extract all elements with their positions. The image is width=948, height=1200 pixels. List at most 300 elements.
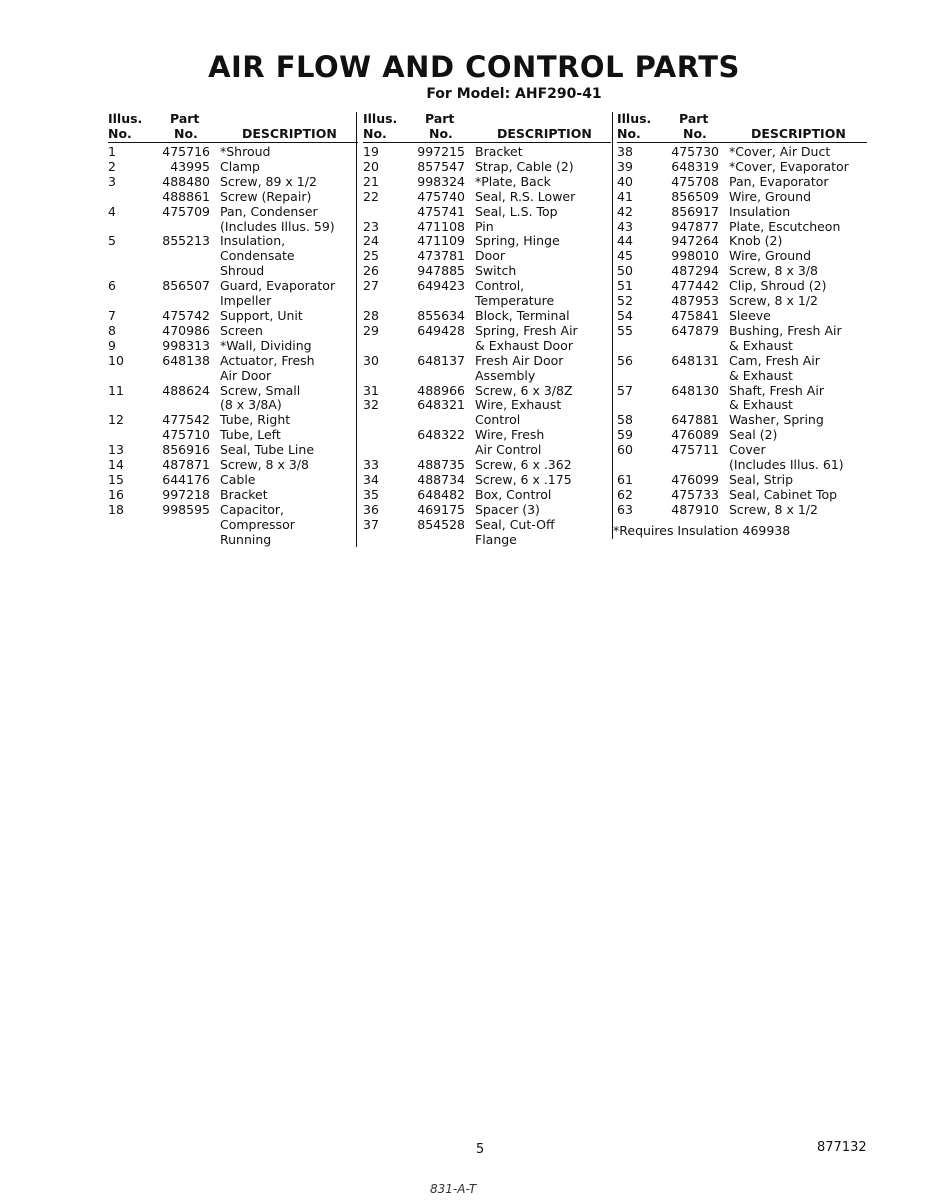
part-description: Actuator, Fresh xyxy=(220,352,315,368)
part-number: 998313 xyxy=(162,337,210,353)
table-row xyxy=(363,205,611,220)
header-part-no: No. xyxy=(683,126,707,141)
table-row xyxy=(108,324,358,339)
part-number: 998010 xyxy=(671,248,719,264)
part-number: 947877 xyxy=(671,218,719,234)
part-description: Wire, Fresh xyxy=(475,427,545,443)
part-number: 648321 xyxy=(417,397,465,413)
illus-number: 16 xyxy=(108,486,124,502)
illus-number: 32 xyxy=(363,397,379,413)
table-row xyxy=(363,339,611,354)
table-row xyxy=(108,264,358,279)
part-number: 473781 xyxy=(417,248,465,264)
table-row xyxy=(363,443,611,458)
header-illus: Illus. xyxy=(363,111,398,126)
illus-number: 11 xyxy=(108,382,124,398)
rows xyxy=(108,145,358,547)
rows xyxy=(363,145,611,547)
rows xyxy=(617,145,867,518)
part-number: 475742 xyxy=(162,307,210,323)
table-row xyxy=(617,294,867,309)
part-description: Air Door xyxy=(220,367,272,383)
illus-number: 62 xyxy=(617,486,633,502)
illus-number: 6 xyxy=(108,278,116,294)
part-number: 475709 xyxy=(162,203,210,219)
illus-number: 28 xyxy=(363,307,379,323)
illus-number: 59 xyxy=(617,427,633,443)
part-number: 856507 xyxy=(162,278,210,294)
part-description: Clip, Shroud (2) xyxy=(729,278,827,294)
part-description: *Wall, Dividing xyxy=(220,337,312,353)
part-description: & Exhaust Door xyxy=(475,337,573,353)
illus-number: 55 xyxy=(617,322,633,338)
illus-number: 57 xyxy=(617,382,633,398)
part-number: 648319 xyxy=(671,158,719,174)
table-row xyxy=(108,205,358,220)
table-row xyxy=(108,160,358,175)
part-description: Box, Control xyxy=(475,486,552,502)
table-row xyxy=(363,234,611,249)
table-row xyxy=(108,309,358,324)
header-description: DESCRIPTION xyxy=(497,126,592,141)
part-description: (Includes Illus. 61) xyxy=(729,457,844,473)
illus-number: 27 xyxy=(363,278,379,294)
part-number: 856509 xyxy=(671,188,719,204)
part-number: 470986 xyxy=(162,322,210,338)
header-illus-no: No. xyxy=(108,126,132,141)
table-row xyxy=(108,428,358,443)
part-number: 947264 xyxy=(671,233,719,249)
part-number: 997215 xyxy=(417,144,465,159)
part-number: 487910 xyxy=(671,501,719,517)
illus-number: 3 xyxy=(108,173,116,189)
part-description: Support, Unit xyxy=(220,307,303,323)
table-row xyxy=(617,354,867,369)
part-number: 997218 xyxy=(162,486,210,502)
table-row xyxy=(108,413,358,428)
part-description: & Exhaust xyxy=(729,337,793,353)
illus-number: 30 xyxy=(363,352,379,368)
part-number: 488624 xyxy=(162,382,210,398)
table-row xyxy=(363,369,611,384)
part-description: Screw, 6 x .362 xyxy=(475,457,572,473)
table-row xyxy=(363,488,611,503)
column-header xyxy=(108,112,358,143)
table-row xyxy=(363,145,611,160)
table-row xyxy=(363,309,611,324)
part-number: 475733 xyxy=(671,486,719,502)
illus-number: 34 xyxy=(363,471,379,487)
illus-number: 4 xyxy=(108,203,116,219)
part-description: Wire, Exhaust xyxy=(475,397,562,413)
table-row xyxy=(617,428,867,443)
part-number: 43995 xyxy=(170,158,210,174)
illus-number: 5 xyxy=(108,233,116,249)
table-row xyxy=(108,234,358,249)
part-number: 857547 xyxy=(417,158,465,174)
part-description: Control, xyxy=(475,278,525,294)
footnote: *Requires Insulation 469938 xyxy=(613,522,791,538)
part-description: *Cover, Air Duct xyxy=(729,144,831,159)
illus-number: 42 xyxy=(617,203,633,219)
illus-number: 54 xyxy=(617,307,633,323)
illus-number: 12 xyxy=(108,412,124,428)
illus-number: 40 xyxy=(617,173,633,189)
table-row xyxy=(108,458,358,473)
table-row xyxy=(108,473,358,488)
table-row xyxy=(617,279,867,294)
illus-number: 18 xyxy=(108,501,124,517)
table-row xyxy=(617,443,867,458)
parts-column-2 xyxy=(356,112,611,547)
header-part-no: No. xyxy=(174,126,198,141)
handwritten-mark: 831-A-T xyxy=(430,1182,477,1196)
illus-number: 19 xyxy=(363,144,379,159)
table-row xyxy=(617,413,867,428)
parts-column-3 xyxy=(612,112,867,539)
part-description: Seal, Cabinet Top xyxy=(729,486,838,502)
illus-number: 25 xyxy=(363,248,379,264)
illus-number: 13 xyxy=(108,442,124,458)
table-row xyxy=(363,175,611,190)
part-description: Air Control xyxy=(475,442,542,458)
table-row xyxy=(617,234,867,249)
table-row xyxy=(108,398,358,413)
part-description: Knob (2) xyxy=(729,233,783,249)
illus-number: 1 xyxy=(108,144,116,159)
table-row xyxy=(363,249,611,264)
part-description: Capacitor, xyxy=(220,501,284,517)
header-illus: Illus. xyxy=(617,111,652,126)
part-description: Screw (Repair) xyxy=(220,188,312,204)
table-row xyxy=(617,190,867,205)
illus-number: 43 xyxy=(617,218,633,234)
part-description: Impeller xyxy=(220,293,272,309)
part-number: 855213 xyxy=(162,233,210,249)
part-description: Bracket xyxy=(475,144,523,159)
table-row xyxy=(108,279,358,294)
part-description: & Exhaust xyxy=(729,367,793,383)
table-row xyxy=(617,145,867,160)
table-row xyxy=(617,488,867,503)
illus-number: 37 xyxy=(363,516,379,532)
table-row xyxy=(363,533,611,548)
part-description: Block, Terminal xyxy=(475,307,570,323)
illus-number: 8 xyxy=(108,322,116,338)
table-row xyxy=(108,488,358,503)
part-description: Guard, Evaporator xyxy=(220,278,336,294)
illus-number: 41 xyxy=(617,188,633,204)
table-row xyxy=(617,309,867,324)
table-row xyxy=(617,324,867,339)
part-number: 998595 xyxy=(162,501,210,517)
table-row xyxy=(617,249,867,264)
part-description: Screw, 6 x .175 xyxy=(475,471,572,487)
header-illus-no: No. xyxy=(363,126,387,141)
part-description: Screw, 8 x 3/8 xyxy=(220,457,309,473)
header-part-no: No. xyxy=(429,126,453,141)
part-number: 475710 xyxy=(162,427,210,443)
table-row xyxy=(617,339,867,354)
part-description: *Plate, Back xyxy=(475,173,551,189)
header-illus: Illus. xyxy=(108,111,143,126)
part-description: Screw, 6 x 3/8Z xyxy=(475,382,573,398)
part-number: 647881 xyxy=(671,412,719,428)
illus-number: 24 xyxy=(363,233,379,249)
part-description: Plate, Escutcheon xyxy=(729,218,841,234)
table-row xyxy=(363,220,611,235)
header-part: Part xyxy=(679,111,709,126)
table-row xyxy=(363,264,611,279)
page-title: AIR FLOW AND CONTROL PARTS xyxy=(208,50,740,84)
header-part: Part xyxy=(425,111,455,126)
part-description: Washer, Spring xyxy=(729,412,824,428)
table-row xyxy=(363,324,611,339)
illus-number: 7 xyxy=(108,307,116,323)
part-description: *Shroud xyxy=(220,144,271,159)
illus-number: 9 xyxy=(108,337,116,353)
table-row xyxy=(108,220,358,235)
part-description: Insulation, xyxy=(220,233,286,249)
part-number: 998324 xyxy=(417,173,465,189)
illus-number: 44 xyxy=(617,233,633,249)
table-row xyxy=(108,384,358,399)
table-row xyxy=(108,533,358,548)
column-header xyxy=(363,112,611,143)
part-description: Seal, L.S. Top xyxy=(475,203,558,219)
table-row xyxy=(108,294,358,309)
table-row xyxy=(617,175,867,190)
part-number: 856916 xyxy=(162,442,210,458)
part-description: Assembly xyxy=(475,367,536,383)
table-row xyxy=(108,175,358,190)
table-row xyxy=(108,339,358,354)
page-number: 5 xyxy=(476,1142,485,1157)
part-description: (8 x 3/8A) xyxy=(220,397,282,413)
column-header xyxy=(617,112,867,143)
part-number: 947885 xyxy=(417,263,465,279)
illus-number: 36 xyxy=(363,501,379,517)
part-number: 644176 xyxy=(162,471,210,487)
table-row xyxy=(108,145,358,160)
table-row xyxy=(617,398,867,413)
table-row xyxy=(108,518,358,533)
part-number: 648137 xyxy=(417,352,465,368)
part-number: 488861 xyxy=(162,188,210,204)
part-description: Seal, R.S. Lower xyxy=(475,188,576,204)
part-number: 475841 xyxy=(671,307,719,323)
illus-number: 38 xyxy=(617,144,633,159)
table-row xyxy=(108,443,358,458)
part-description: Seal, Tube Line xyxy=(220,442,315,458)
part-number: 477542 xyxy=(162,412,210,428)
table-row xyxy=(363,398,611,413)
header-description: DESCRIPTION xyxy=(751,126,846,141)
part-description: Screw, 8 x 1/2 xyxy=(729,501,818,517)
part-number: 647879 xyxy=(671,322,719,338)
part-description: Shaft, Fresh Air xyxy=(729,382,824,398)
part-description: Seal (2) xyxy=(729,427,778,443)
illus-number: 61 xyxy=(617,471,633,487)
document-number: 877132 xyxy=(817,1140,867,1155)
part-description: Pan, Evaporator xyxy=(729,173,829,189)
part-number: 471108 xyxy=(417,218,465,234)
table-row xyxy=(363,458,611,473)
part-number: 649423 xyxy=(417,278,465,294)
parts-column-1 xyxy=(108,112,358,547)
table-row xyxy=(363,428,611,443)
table-row xyxy=(617,473,867,488)
part-description: Flange xyxy=(475,531,517,547)
table-row xyxy=(108,503,358,518)
part-description: (Includes Illus. 59) xyxy=(220,218,335,234)
part-description: Wire, Ground xyxy=(729,188,812,204)
part-description: Spacer (3) xyxy=(475,501,540,517)
illus-number: 22 xyxy=(363,188,379,204)
part-description: Temperature xyxy=(475,293,555,309)
part-number: 475730 xyxy=(671,144,719,159)
illus-number: 39 xyxy=(617,158,633,174)
part-description: Screw, 8 x 1/2 xyxy=(729,293,818,309)
table-row xyxy=(617,503,867,518)
table-row xyxy=(363,279,611,294)
part-description: Bracket xyxy=(220,486,268,502)
part-number: 649428 xyxy=(417,322,465,338)
illus-number: 15 xyxy=(108,471,124,487)
part-number: 648131 xyxy=(671,352,719,368)
part-description: Pin xyxy=(475,218,494,234)
part-number: 476099 xyxy=(671,471,719,487)
table-row xyxy=(363,294,611,309)
table-row xyxy=(108,354,358,369)
part-description: Seal, Cut-Off xyxy=(475,516,555,532)
illus-number: 60 xyxy=(617,442,633,458)
part-description: Fresh Air Door xyxy=(475,352,564,368)
part-number: 475711 xyxy=(671,442,719,458)
table-row xyxy=(108,249,358,264)
illus-number: 51 xyxy=(617,278,633,294)
header-illus-no: No. xyxy=(617,126,641,141)
part-number: 475716 xyxy=(162,144,210,159)
illus-number: 35 xyxy=(363,486,379,502)
illus-number: 50 xyxy=(617,263,633,279)
illus-number: 31 xyxy=(363,382,379,398)
part-number: 488966 xyxy=(417,382,465,398)
part-description: Sleeve xyxy=(729,307,771,323)
part-number: 475740 xyxy=(417,188,465,204)
part-description: Screw, 89 x 1/2 xyxy=(220,173,317,189)
table-row xyxy=(617,384,867,399)
table-row xyxy=(363,160,611,175)
illus-number: 56 xyxy=(617,352,633,368)
illus-number: 58 xyxy=(617,412,633,428)
part-number: 648138 xyxy=(162,352,210,368)
part-number: 487871 xyxy=(162,457,210,473)
table-row xyxy=(617,220,867,235)
part-number: 855634 xyxy=(417,307,465,323)
part-number: 487953 xyxy=(671,293,719,309)
table-row xyxy=(617,205,867,220)
part-description: Running xyxy=(220,531,272,547)
part-description: Cam, Fresh Air xyxy=(729,352,820,368)
part-number: 648482 xyxy=(417,486,465,502)
part-description: Tube, Right xyxy=(220,412,291,428)
part-description: Door xyxy=(475,248,506,264)
table-row xyxy=(617,458,867,473)
part-number: 488480 xyxy=(162,173,210,189)
illus-number: 10 xyxy=(108,352,124,368)
table-row xyxy=(617,160,867,175)
part-number: 475741 xyxy=(417,203,465,219)
part-description: Screw, Small xyxy=(220,382,301,398)
illus-number: 45 xyxy=(617,248,633,264)
part-number: 854528 xyxy=(417,516,465,532)
part-description: *Cover, Evaporator xyxy=(729,158,849,174)
part-description: Screw, 8 x 3/8 xyxy=(729,263,818,279)
illus-number: 29 xyxy=(363,322,379,338)
part-description: Shroud xyxy=(220,263,265,279)
illus-number: 2 xyxy=(108,158,116,174)
part-description: Screen xyxy=(220,322,263,338)
part-description: Wire, Ground xyxy=(729,248,812,264)
part-description: Cover xyxy=(729,442,766,458)
illus-number: 26 xyxy=(363,263,379,279)
illus-number: 14 xyxy=(108,457,124,473)
part-description: Condensate xyxy=(220,248,295,264)
part-description: Control xyxy=(475,412,521,428)
table-row xyxy=(363,518,611,533)
part-number: 648130 xyxy=(671,382,719,398)
part-description: Insulation xyxy=(729,203,791,219)
part-number: 648322 xyxy=(417,427,465,443)
table-row xyxy=(363,354,611,369)
table-row xyxy=(363,190,611,205)
table-row xyxy=(617,369,867,384)
part-number: 488734 xyxy=(417,471,465,487)
part-description: Strap, Cable (2) xyxy=(475,158,574,174)
part-number: 476089 xyxy=(671,427,719,443)
part-number: 471109 xyxy=(417,233,465,249)
part-description: Spring, Hinge xyxy=(475,233,560,249)
part-description: Clamp xyxy=(220,158,260,174)
part-description: Spring, Fresh Air xyxy=(475,322,578,338)
part-number: 487294 xyxy=(671,263,719,279)
part-description: Tube, Left xyxy=(220,427,281,443)
table-row xyxy=(363,384,611,399)
part-description: Pan, Condenser xyxy=(220,203,318,219)
table-row xyxy=(363,503,611,518)
part-description: Cable xyxy=(220,471,256,487)
part-number: 856917 xyxy=(671,203,719,219)
illus-number: 33 xyxy=(363,457,379,473)
table-row xyxy=(363,473,611,488)
part-number: 488735 xyxy=(417,457,465,473)
table-row xyxy=(108,369,358,384)
model-subtitle: For Model: AHF290-41 xyxy=(426,86,602,102)
table-row xyxy=(108,190,358,205)
part-number: 477442 xyxy=(671,278,719,294)
part-description: Switch xyxy=(475,263,517,279)
part-description: & Exhaust xyxy=(729,397,793,413)
illus-number: 21 xyxy=(363,173,379,189)
part-description: Seal, Strip xyxy=(729,471,794,487)
table-row xyxy=(363,413,611,428)
part-number: 469175 xyxy=(417,501,465,517)
illus-number: 63 xyxy=(617,501,633,517)
table-row xyxy=(617,264,867,279)
part-number: 475708 xyxy=(671,173,719,189)
illus-number: 52 xyxy=(617,293,633,309)
